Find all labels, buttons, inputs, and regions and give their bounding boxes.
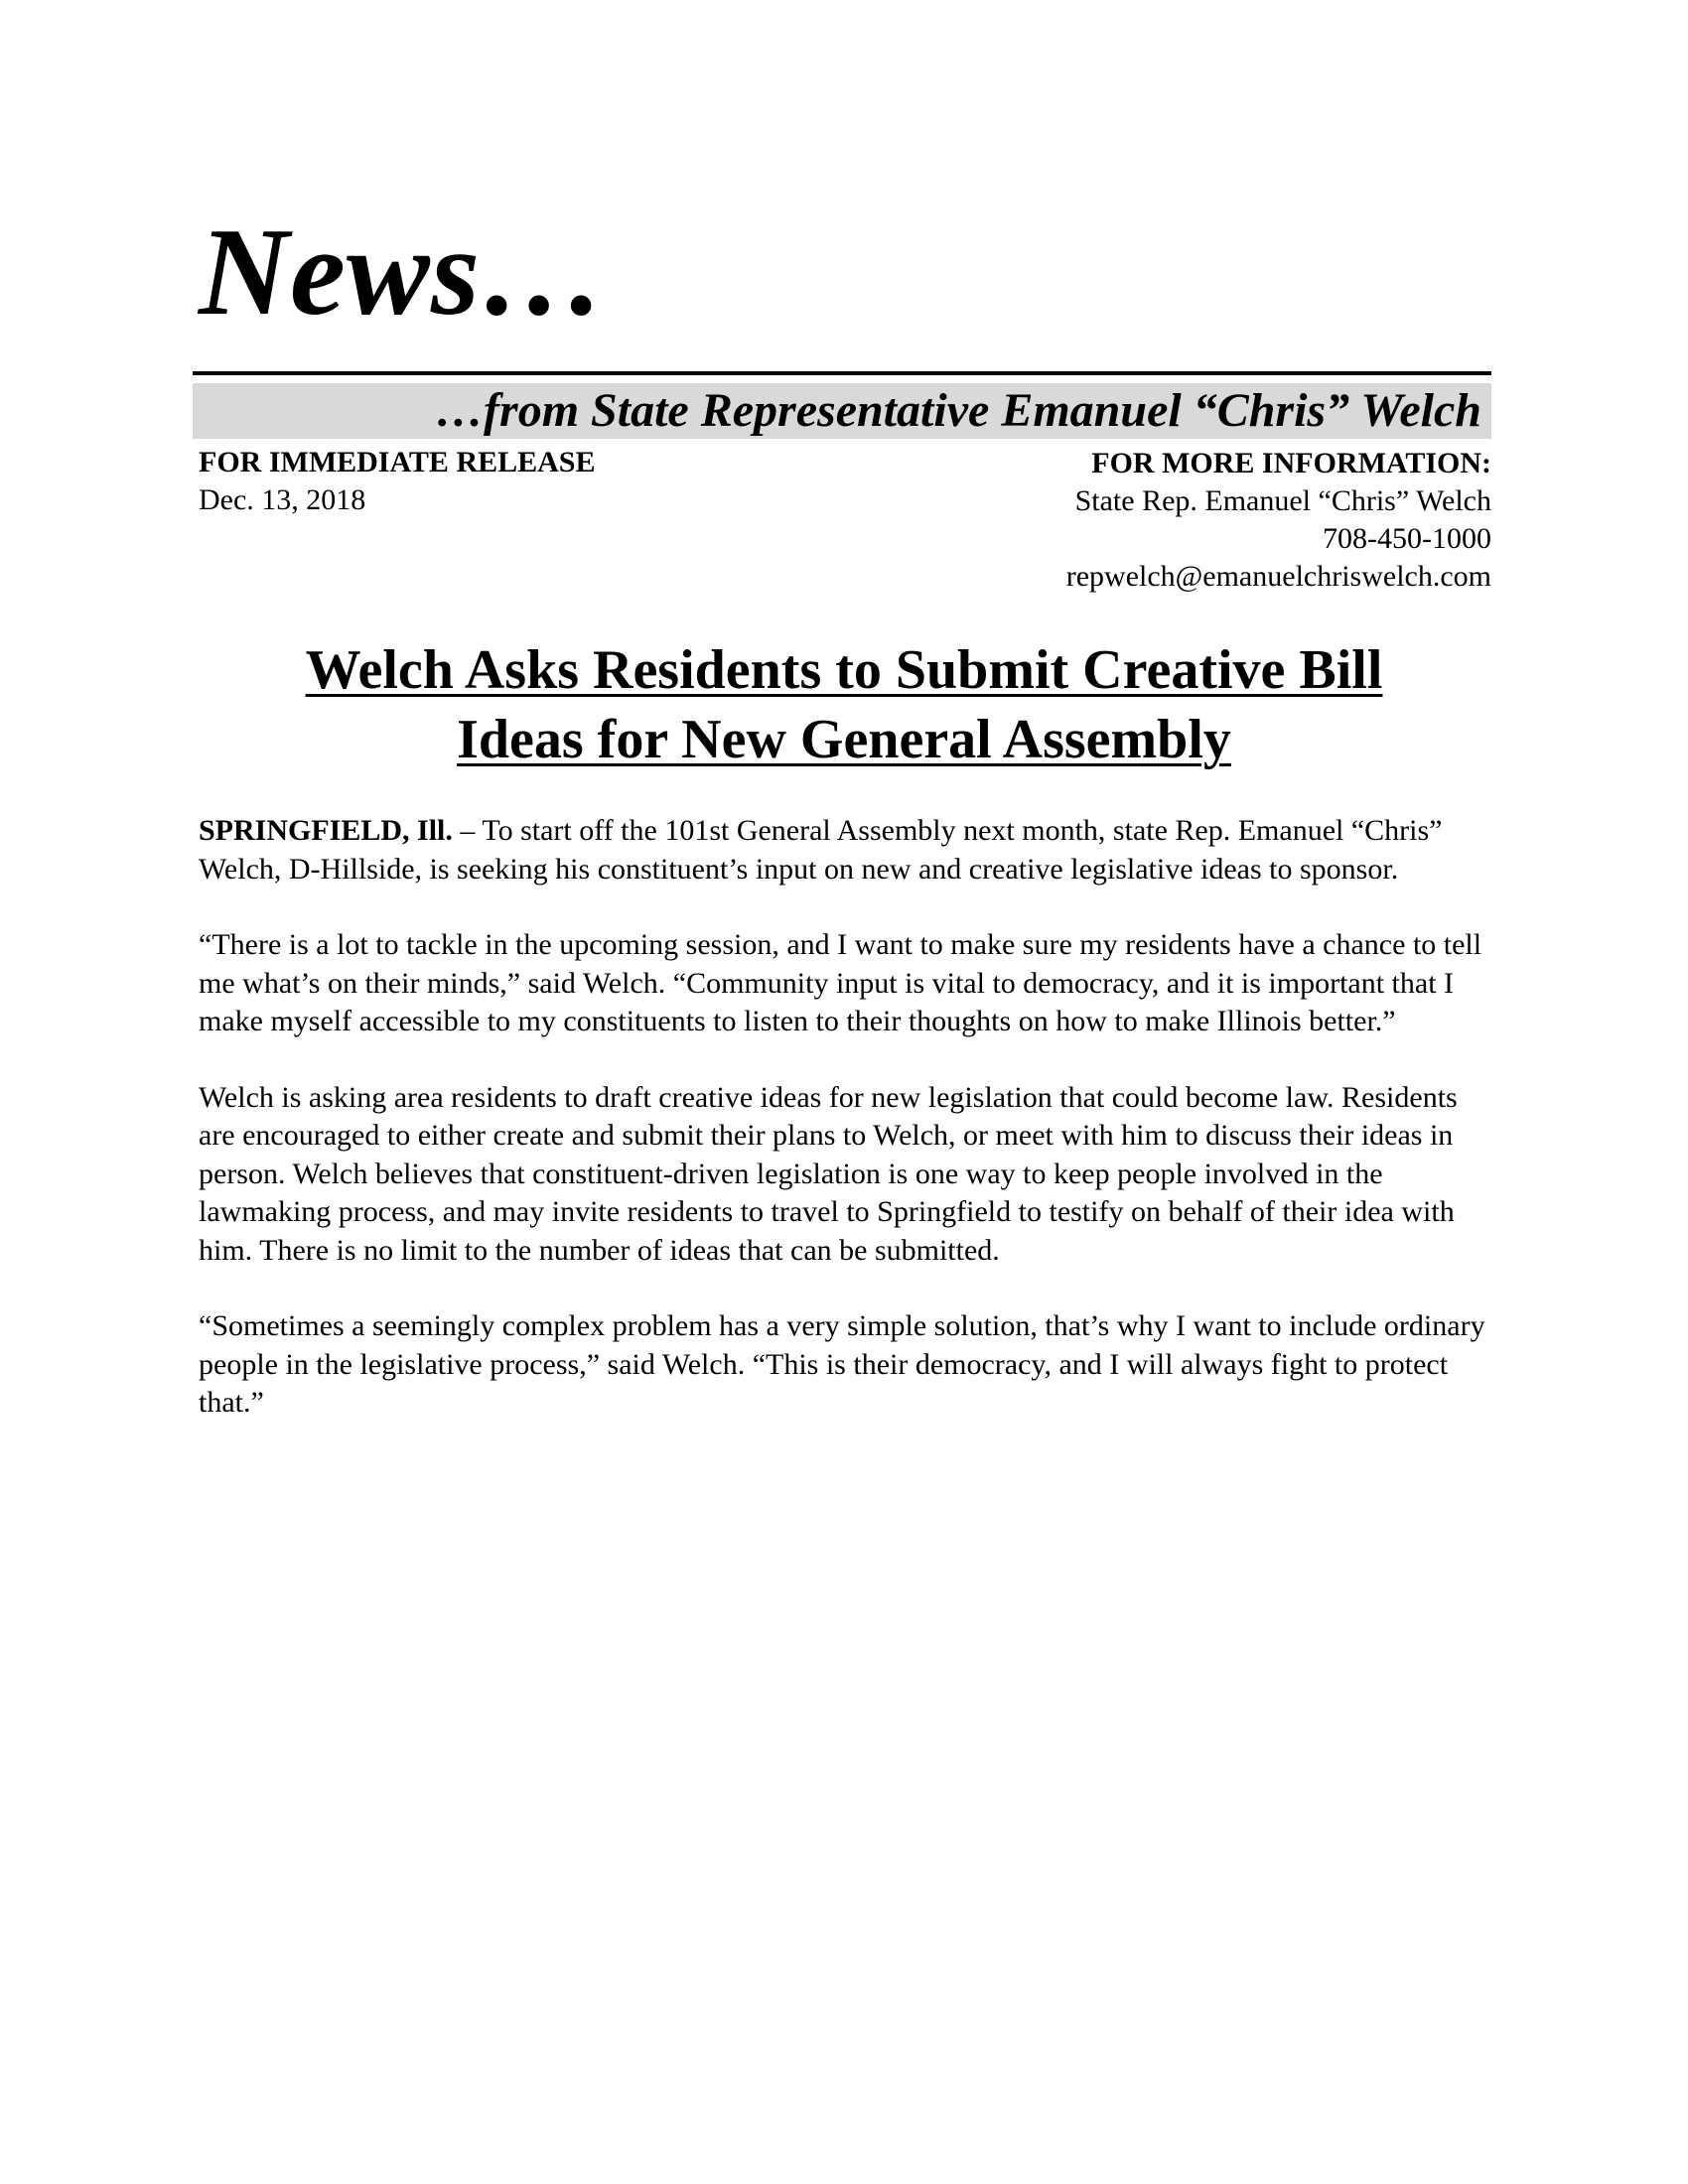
paragraph-3: Welch is asking area residents to draft creative ideas for new legislation that could become law. Residents are encouraged to either create and submit their plans to Welch, or meet with him to discuss their ideas in person. Welch believes that constituent-driven legislation is one way to keep people involved in the lawmaking process, and may invite residents to travel to Springfield to testify on behalf of their idea with him. There is no limit to the number of ideas that can be submitted. [199,1080,1458,1267]
contact-phone: 708-450-1000 [1323,522,1491,555]
paragraph-1-text: – To start off the 101st General Assembly next month, state Rep. Emanuel “Chris” Welch, D-Hillside, is seeking his constituent’s input on new and creative legislative ideas to sponsor. [199,814,1443,886]
release-date: Dec. 13, 2018 [199,483,366,516]
masthead-title: News… [199,204,607,341]
article-body [199,812,1487,1460]
masthead-subtitle-band [193,383,1491,439]
masthead-rule [193,371,1491,375]
headline [199,635,1489,774]
contact-name: State Rep. Emanuel “Chris” Welch [1074,484,1491,517]
contact-block [1066,445,1491,596]
headline-line-1: Welch Asks Residents to Submit Creative Bill [305,639,1383,701]
contact-email: repwelch@emanuelchriswelch.com [1065,560,1491,593]
paragraph-4: “Sometimes a seemingly complex problem has a very simple solution, that’s why I want to include ordinary people in the legislative process,” said Welch. “This is their democracy, and I will always fight to protect that.” [199,1309,1485,1419]
contact-label: FOR MORE INFORMATION: [1091,447,1491,479]
dateline: SPRINGFIELD, Ill. [199,814,453,847]
paragraph-1 [199,812,1487,888]
paragraph-2: “There is a lot to tackle in the upcoming session, and I want to make sure my residents have a chance to tell me what’s on their minds,” said Welch. “Community input is vital to democracy, and it is important that I make myself accessible to my constituents to listen to their thoughts on how to make Illinois better.” [199,928,1482,1037]
masthead-subtitle: …from State Representative Emanuel “Chris” Welch [436,384,1481,437]
headline-line-2: Ideas for New General Assembly [457,709,1231,770]
release-label: FOR IMMEDIATE RELEASE [199,446,596,478]
